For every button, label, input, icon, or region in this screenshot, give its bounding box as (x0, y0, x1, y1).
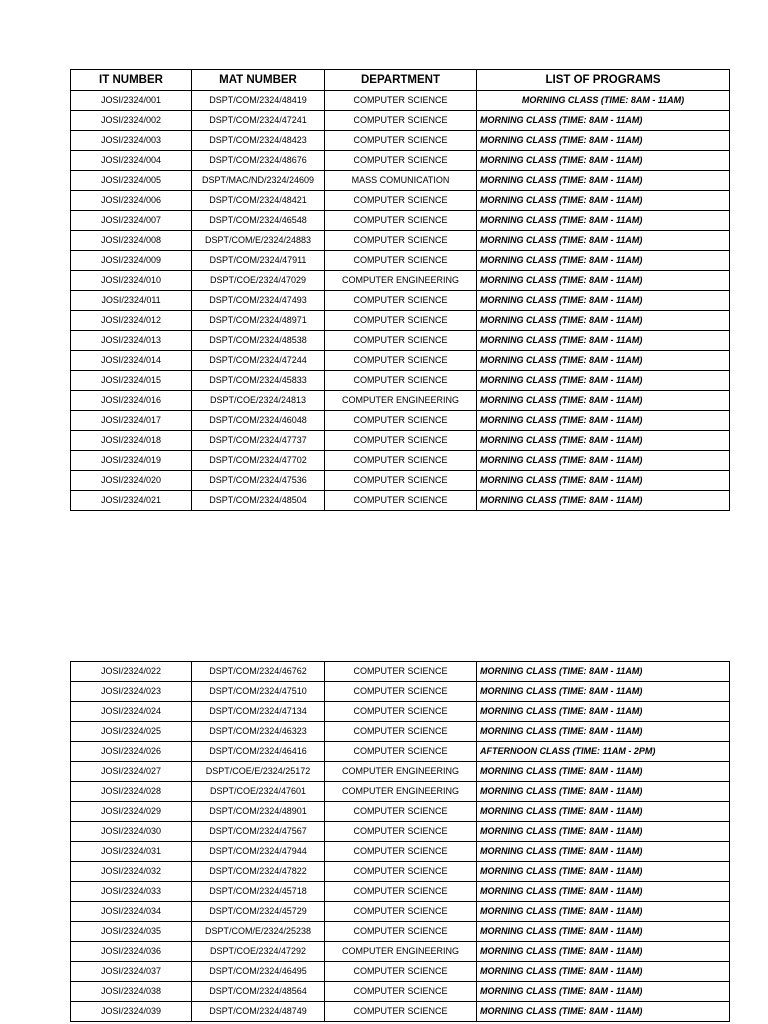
department-cell: COMPUTER SCIENCE (325, 842, 477, 862)
department-cell: COMPUTER SCIENCE (325, 331, 477, 351)
it-number-cell: JOSI/2324/034 (71, 902, 192, 922)
department-cell: COMPUTER SCIENCE (325, 722, 477, 742)
mat-number-cell: DSPT/COM/2324/47737 (192, 431, 325, 451)
mat-number-cell: DSPT/COM/2324/48423 (192, 131, 325, 151)
department-cell: COMPUTER SCIENCE (325, 922, 477, 942)
program-cell: MORNING CLASS (TIME: 8AM - 11AM) (477, 151, 730, 171)
mat-number-cell: DSPT/COM/2324/48538 (192, 331, 325, 351)
program-cell: MORNING CLASS (TIME: 8AM - 11AM) (477, 271, 730, 291)
it-number-cell: JOSI/2324/036 (71, 942, 192, 962)
program-cell: MORNING CLASS (TIME: 8AM - 11AM) (477, 351, 730, 371)
mat-number-cell: DSPT/COM/2324/48749 (192, 1002, 325, 1022)
it-number-cell: JOSI/2324/004 (71, 151, 192, 171)
table-row (71, 722, 730, 742)
program-cell: MORNING CLASS (TIME: 8AM - 11AM) (477, 211, 730, 231)
program-cell: MORNING CLASS (TIME: 8AM - 11AM) (477, 391, 730, 411)
department-cell: COMPUTER SCIENCE (325, 882, 477, 902)
it-number-cell: JOSI/2324/033 (71, 882, 192, 902)
program-cell: MORNING CLASS (TIME: 8AM - 11AM) (477, 942, 730, 962)
mat-number-cell: DSPT/COM/2324/46495 (192, 962, 325, 982)
it-number-cell: JOSI/2324/009 (71, 251, 192, 271)
table-row (71, 331, 730, 351)
department-cell: COMPUTER ENGINEERING (325, 942, 477, 962)
it-number-cell: JOSI/2324/016 (71, 391, 192, 411)
table-row (71, 311, 730, 331)
mat-number-cell: DSPT/COM/2324/47134 (192, 702, 325, 722)
mat-number-cell: DSPT/COM/2324/48564 (192, 982, 325, 1002)
mat-number-cell: DSPT/COM/2324/48419 (192, 91, 325, 111)
department-cell: COMPUTER SCIENCE (325, 962, 477, 982)
table-row (71, 882, 730, 902)
program-cell: MORNING CLASS (TIME: 8AM - 11AM) (477, 171, 730, 191)
it-number-cell: JOSI/2324/039 (71, 1002, 192, 1022)
department-cell: COMPUTER SCIENCE (325, 291, 477, 311)
program-cell: MORNING CLASS (TIME: 8AM - 11AM) (477, 702, 730, 722)
department-cell: COMPUTER SCIENCE (325, 351, 477, 371)
department-cell: COMPUTER SCIENCE (325, 231, 477, 251)
program-cell: MORNING CLASS (TIME: 8AM - 11AM) (477, 922, 730, 942)
mat-number-cell: DSPT/COE/2324/24813 (192, 391, 325, 411)
table-row (71, 942, 730, 962)
it-number-cell: JOSI/2324/017 (71, 411, 192, 431)
department-cell: COMPUTER SCIENCE (325, 311, 477, 331)
program-cell: MORNING CLASS (TIME: 8AM - 11AM) (477, 802, 730, 822)
department-cell: COMPUTER SCIENCE (325, 411, 477, 431)
table-row (71, 391, 730, 411)
it-number-cell: JOSI/2324/010 (71, 271, 192, 291)
department-cell: COMPUTER ENGINEERING (325, 391, 477, 411)
it-number-cell: JOSI/2324/030 (71, 822, 192, 842)
table-row (71, 662, 730, 682)
mat-number-cell: DSPT/COM/2324/46416 (192, 742, 325, 762)
department-cell: MASS COMUNICATION (325, 171, 477, 191)
it-number-cell: JOSI/2324/021 (71, 491, 192, 511)
mat-number-cell: DSPT/COE/2324/47601 (192, 782, 325, 802)
mat-number-cell: DSPT/COM/2324/48971 (192, 311, 325, 331)
table-row (71, 982, 730, 1002)
it-number-cell: JOSI/2324/029 (71, 802, 192, 822)
table-row (71, 151, 730, 171)
table-row (71, 371, 730, 391)
table-header-row (71, 70, 730, 91)
mat-number-cell: DSPT/COM/2324/48504 (192, 491, 325, 511)
program-cell: MORNING CLASS (TIME: 8AM - 11AM) (477, 982, 730, 1002)
table-row (71, 251, 730, 271)
table-row (71, 902, 730, 922)
program-cell: MORNING CLASS (TIME: 8AM - 11AM) (477, 91, 730, 111)
mat-number-cell: DSPT/COM/2324/47944 (192, 842, 325, 862)
mat-number-cell: DSPT/COM/2324/48901 (192, 802, 325, 822)
header-department: DEPARTMENT (325, 70, 477, 91)
program-cell: MORNING CLASS (TIME: 8AM - 11AM) (477, 1002, 730, 1022)
department-cell: COMPUTER SCIENCE (325, 862, 477, 882)
department-cell: COMPUTER ENGINEERING (325, 782, 477, 802)
program-cell: MORNING CLASS (TIME: 8AM - 11AM) (477, 371, 730, 391)
mat-number-cell: DSPT/COM/2324/47822 (192, 862, 325, 882)
mat-number-cell: DSPT/COM/2324/47241 (192, 111, 325, 131)
table-row (71, 922, 730, 942)
mat-number-cell: DSPT/COM/2324/47702 (192, 451, 325, 471)
student-table-2 (70, 661, 730, 1022)
it-number-cell: JOSI/2324/022 (71, 662, 192, 682)
department-cell: COMPUTER SCIENCE (325, 111, 477, 131)
program-cell: MORNING CLASS (TIME: 8AM - 11AM) (477, 251, 730, 271)
it-number-cell: JOSI/2324/038 (71, 982, 192, 1002)
it-number-cell: JOSI/2324/003 (71, 131, 192, 151)
program-cell: MORNING CLASS (TIME: 8AM - 11AM) (477, 131, 730, 151)
mat-number-cell: DSPT/COM/2324/47567 (192, 822, 325, 842)
it-number-cell: JOSI/2324/024 (71, 702, 192, 722)
program-cell: MORNING CLASS (TIME: 8AM - 11AM) (477, 331, 730, 351)
it-number-cell: JOSI/2324/006 (71, 191, 192, 211)
mat-number-cell: DSPT/COM/2324/46323 (192, 722, 325, 742)
table-row (71, 742, 730, 762)
program-cell: MORNING CLASS (TIME: 8AM - 11AM) (477, 191, 730, 211)
it-number-cell: JOSI/2324/037 (71, 962, 192, 982)
table-row (71, 131, 730, 151)
table-row (71, 351, 730, 371)
it-number-cell: JOSI/2324/028 (71, 782, 192, 802)
department-cell: COMPUTER SCIENCE (325, 1002, 477, 1022)
program-cell: MORNING CLASS (TIME: 8AM - 11AM) (477, 431, 730, 451)
program-cell: MORNING CLASS (TIME: 8AM - 11AM) (477, 682, 730, 702)
table-row (71, 171, 730, 191)
table-row (71, 862, 730, 882)
program-cell: MORNING CLASS (TIME: 8AM - 11AM) (477, 722, 730, 742)
mat-number-cell: DSPT/COM/2324/47510 (192, 682, 325, 702)
it-number-cell: JOSI/2324/001 (71, 91, 192, 111)
department-cell: COMPUTER SCIENCE (325, 191, 477, 211)
department-cell: COMPUTER SCIENCE (325, 91, 477, 111)
it-number-cell: JOSI/2324/027 (71, 762, 192, 782)
it-number-cell: JOSI/2324/002 (71, 111, 192, 131)
table-row (71, 782, 730, 802)
table-row (71, 211, 730, 231)
table-row (71, 702, 730, 722)
it-number-cell: JOSI/2324/026 (71, 742, 192, 762)
it-number-cell: JOSI/2324/031 (71, 842, 192, 862)
department-cell: COMPUTER SCIENCE (325, 471, 477, 491)
table-row (71, 451, 730, 471)
program-cell: MORNING CLASS (TIME: 8AM - 11AM) (477, 451, 730, 471)
it-number-cell: JOSI/2324/007 (71, 211, 192, 231)
table-row (71, 191, 730, 211)
department-cell: COMPUTER ENGINEERING (325, 762, 477, 782)
mat-number-cell: DSPT/COM/2324/46762 (192, 662, 325, 682)
it-number-cell: JOSI/2324/013 (71, 331, 192, 351)
table-row (71, 291, 730, 311)
department-cell: COMPUTER SCIENCE (325, 822, 477, 842)
header-it-number: IT NUMBER (71, 70, 192, 91)
mat-number-cell: DSPT/COM/2324/47244 (192, 351, 325, 371)
mat-number-cell: DSPT/COM/2324/46048 (192, 411, 325, 431)
mat-number-cell: DSPT/COM/2324/45729 (192, 902, 325, 922)
table-body-2 (71, 662, 730, 1022)
it-number-cell: JOSI/2324/012 (71, 311, 192, 331)
mat-number-cell: DSPT/COM/2324/46548 (192, 211, 325, 231)
table-row (71, 91, 730, 111)
it-number-cell: JOSI/2324/005 (71, 171, 192, 191)
table-row (71, 802, 730, 822)
it-number-cell: JOSI/2324/015 (71, 371, 192, 391)
it-number-cell: JOSI/2324/008 (71, 231, 192, 251)
department-cell: COMPUTER SCIENCE (325, 211, 477, 231)
it-number-cell: JOSI/2324/018 (71, 431, 192, 451)
mat-number-cell: DSPT/COE/2324/47029 (192, 271, 325, 291)
department-cell: COMPUTER SCIENCE (325, 982, 477, 1002)
program-cell: MORNING CLASS (TIME: 8AM - 11AM) (477, 231, 730, 251)
mat-number-cell: DSPT/COE/2324/47292 (192, 942, 325, 962)
table-row (71, 271, 730, 291)
department-cell: COMPUTER SCIENCE (325, 902, 477, 922)
table-row (71, 822, 730, 842)
it-number-cell: JOSI/2324/025 (71, 722, 192, 742)
mat-number-cell: DSPT/COM/2324/48421 (192, 191, 325, 211)
program-cell: MORNING CLASS (TIME: 8AM - 11AM) (477, 882, 730, 902)
program-cell: MORNING CLASS (TIME: 8AM - 11AM) (477, 662, 730, 682)
department-cell: COMPUTER SCIENCE (325, 451, 477, 471)
program-cell: MORNING CLASS (TIME: 8AM - 11AM) (477, 291, 730, 311)
program-cell: MORNING CLASS (TIME: 8AM - 11AM) (477, 822, 730, 842)
program-cell: AFTERNOON CLASS (TIME: 11AM - 2PM) (477, 742, 730, 762)
program-cell: MORNING CLASS (TIME: 8AM - 11AM) (477, 471, 730, 491)
table-row (71, 471, 730, 491)
department-cell: COMPUTER SCIENCE (325, 662, 477, 682)
department-cell: COMPUTER SCIENCE (325, 431, 477, 451)
program-cell: MORNING CLASS (TIME: 8AM - 11AM) (477, 111, 730, 131)
it-number-cell: JOSI/2324/011 (71, 291, 192, 311)
mat-number-cell: DSPT/COM/2324/47911 (192, 251, 325, 271)
department-cell: COMPUTER SCIENCE (325, 682, 477, 702)
header-list-of-programs: LIST OF PROGRAMS (477, 70, 730, 91)
it-number-cell: JOSI/2324/014 (71, 351, 192, 371)
mat-number-cell: DSPT/COM/E/2324/25238 (192, 922, 325, 942)
department-cell: COMPUTER SCIENCE (325, 702, 477, 722)
table-row (71, 962, 730, 982)
student-table-1 (70, 69, 730, 511)
header-mat-number: MAT NUMBER (192, 70, 325, 91)
it-number-cell: JOSI/2324/032 (71, 862, 192, 882)
mat-number-cell: DSPT/COM/2324/48676 (192, 151, 325, 171)
department-cell: COMPUTER SCIENCE (325, 742, 477, 762)
it-number-cell: JOSI/2324/023 (71, 682, 192, 702)
table-body-1 (71, 91, 730, 511)
table-row (71, 431, 730, 451)
table-row (71, 762, 730, 782)
program-cell: MORNING CLASS (TIME: 8AM - 11AM) (477, 762, 730, 782)
it-number-cell: JOSI/2324/035 (71, 922, 192, 942)
it-number-cell: JOSI/2324/019 (71, 451, 192, 471)
mat-number-cell: DSPT/COM/2324/45833 (192, 371, 325, 391)
mat-number-cell: DSPT/COM/2324/45718 (192, 882, 325, 902)
mat-number-cell: DSPT/COM/E/2324/24883 (192, 231, 325, 251)
department-cell: COMPUTER ENGINEERING (325, 271, 477, 291)
department-cell: COMPUTER SCIENCE (325, 491, 477, 511)
table-row (71, 111, 730, 131)
department-cell: COMPUTER SCIENCE (325, 802, 477, 822)
mat-number-cell: DSPT/COM/2324/47493 (192, 291, 325, 311)
program-cell: MORNING CLASS (TIME: 8AM - 11AM) (477, 411, 730, 431)
program-cell: MORNING CLASS (TIME: 8AM - 11AM) (477, 862, 730, 882)
mat-number-cell: DSPT/COE/E/2324/25172 (192, 762, 325, 782)
program-cell: MORNING CLASS (TIME: 8AM - 11AM) (477, 782, 730, 802)
it-number-cell: JOSI/2324/020 (71, 471, 192, 491)
department-cell: COMPUTER SCIENCE (325, 371, 477, 391)
table-row (71, 842, 730, 862)
table-row (71, 491, 730, 511)
program-cell: MORNING CLASS (TIME: 8AM - 11AM) (477, 491, 730, 511)
table-row (71, 411, 730, 431)
program-cell: MORNING CLASS (TIME: 8AM - 11AM) (477, 842, 730, 862)
program-cell: MORNING CLASS (TIME: 8AM - 11AM) (477, 902, 730, 922)
department-cell: COMPUTER SCIENCE (325, 151, 477, 171)
department-cell: COMPUTER SCIENCE (325, 131, 477, 151)
program-cell: MORNING CLASS (TIME: 8AM - 11AM) (477, 311, 730, 331)
table-row (71, 682, 730, 702)
mat-number-cell: DSPT/COM/2324/47536 (192, 471, 325, 491)
table-row (71, 1002, 730, 1022)
mat-number-cell: DSPT/MAC/ND/2324/24609 (192, 171, 325, 191)
program-cell: MORNING CLASS (TIME: 8AM - 11AM) (477, 962, 730, 982)
table-row (71, 231, 730, 251)
department-cell: COMPUTER SCIENCE (325, 251, 477, 271)
